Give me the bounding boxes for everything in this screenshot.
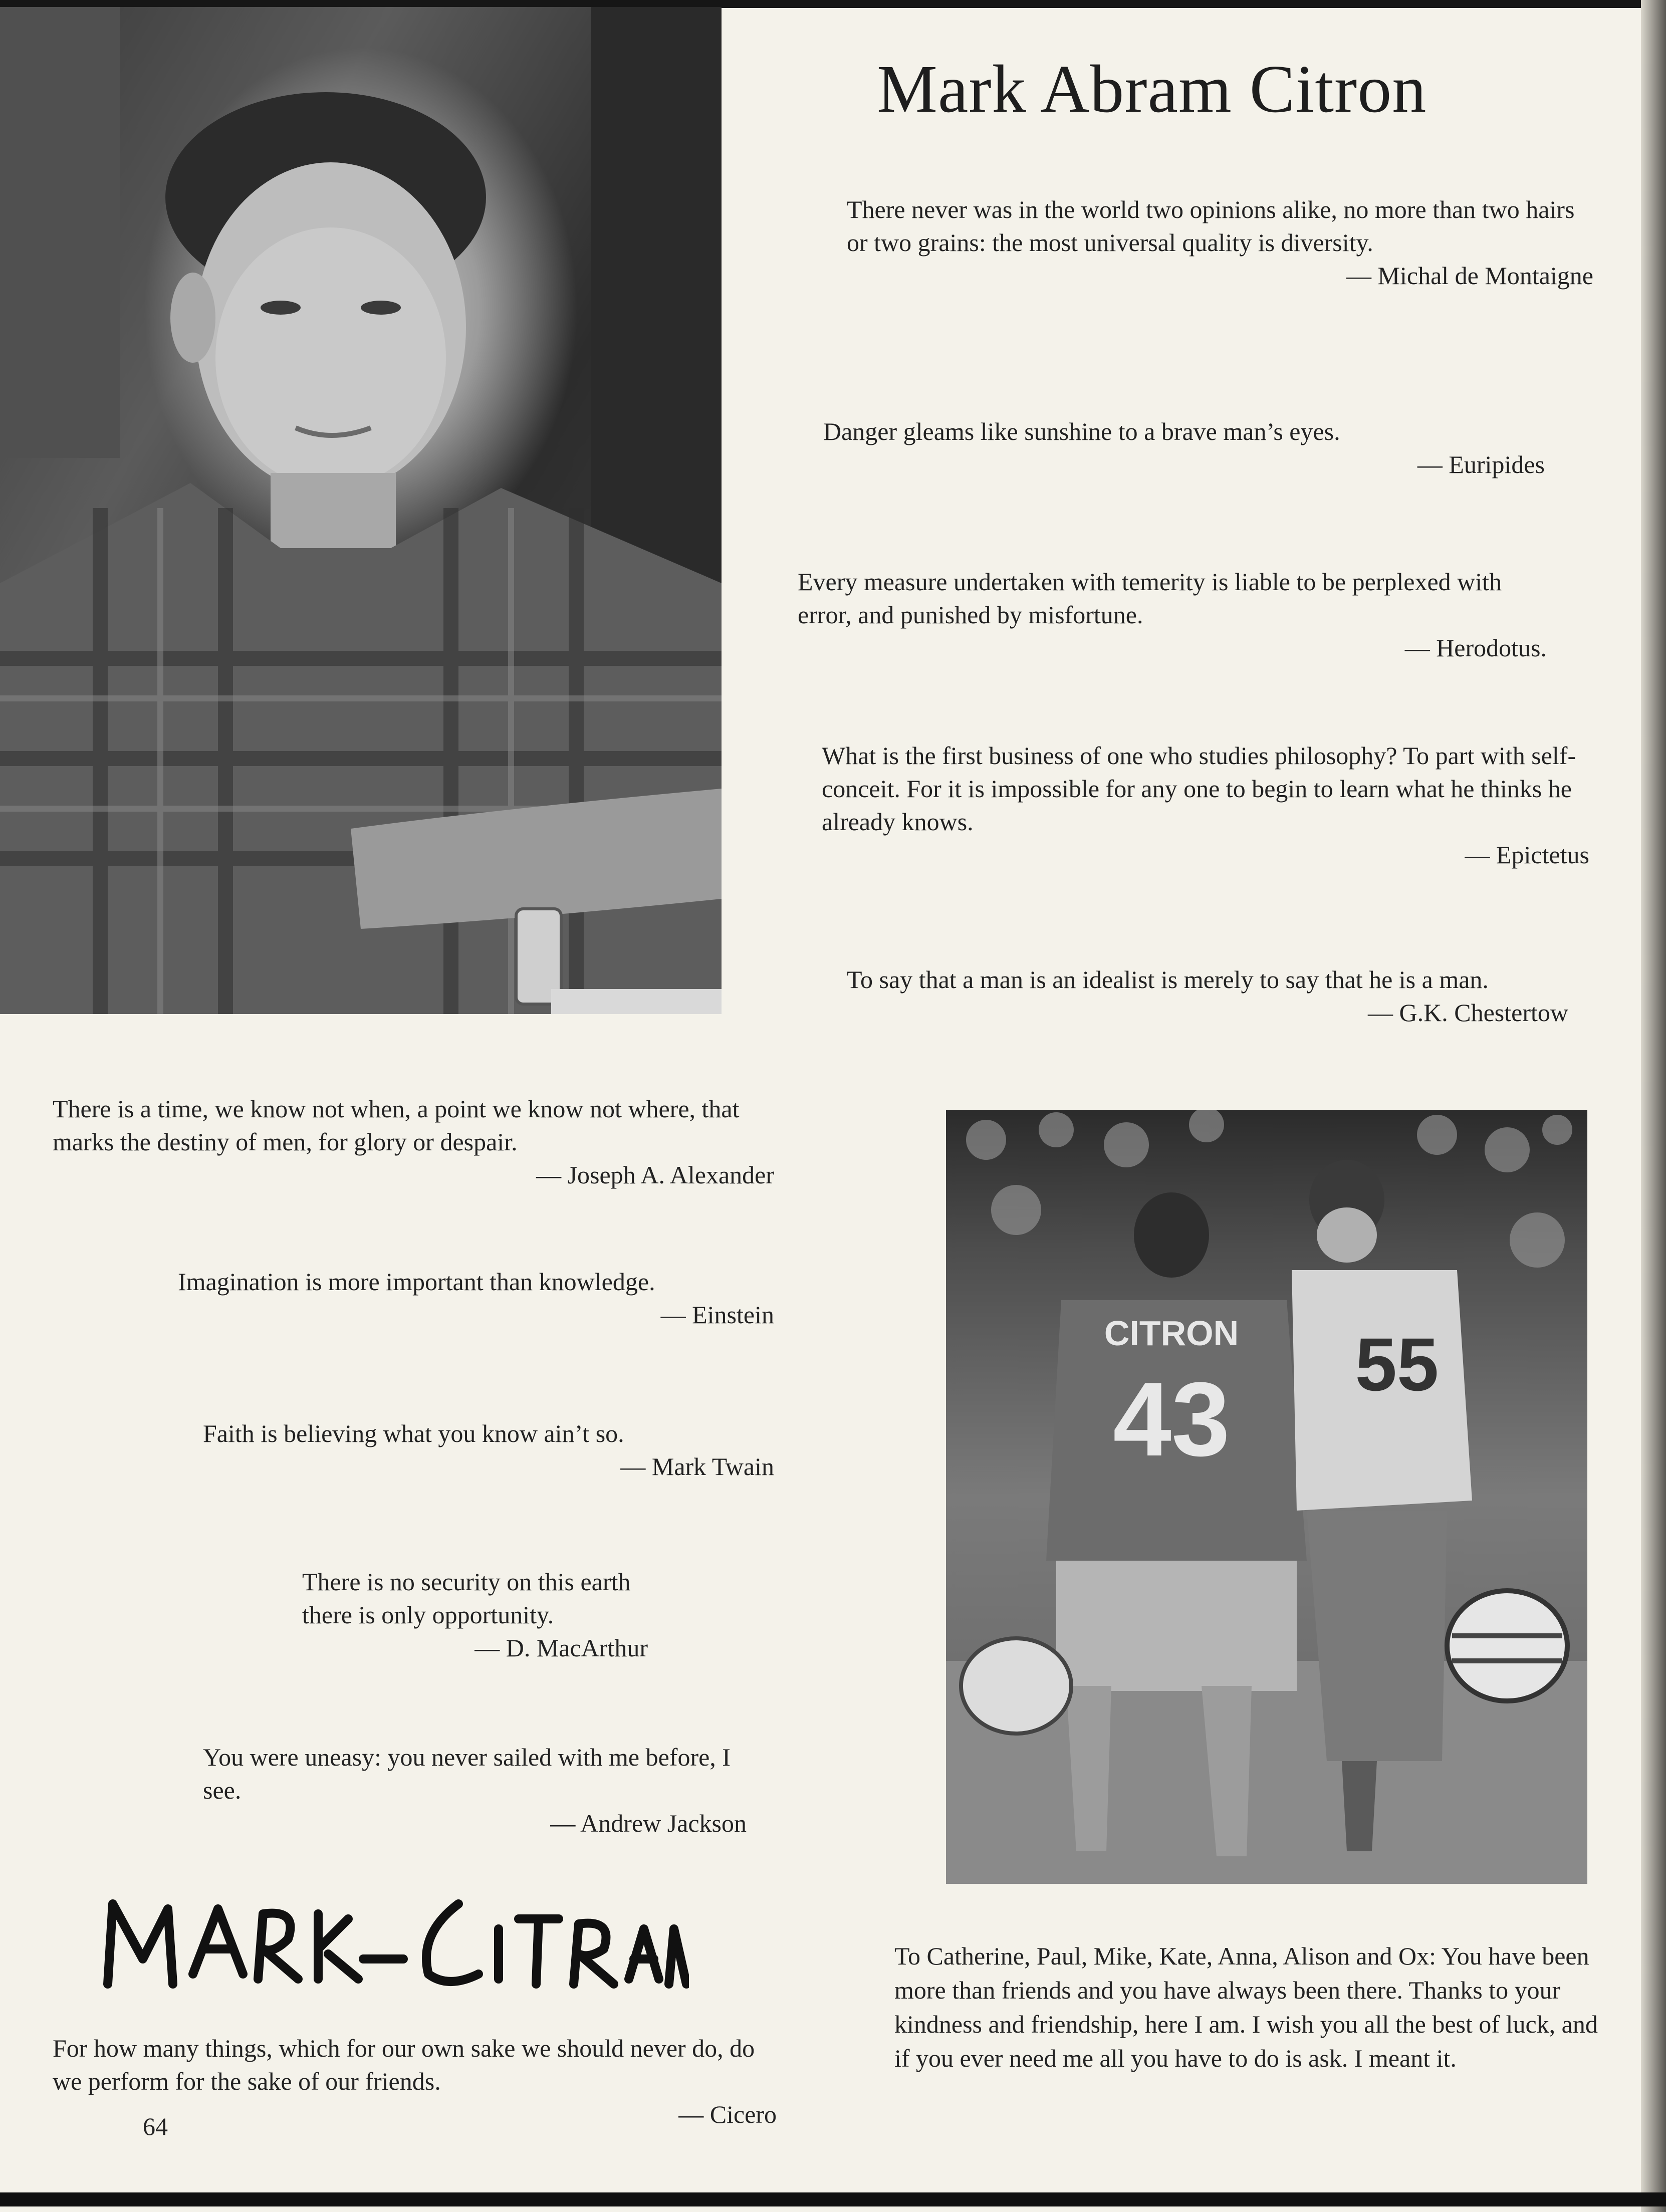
quote-alexander: [53, 1092, 774, 1191]
quote-author: — Andrew Jackson: [550, 1809, 747, 1837]
signature: [98, 1874, 689, 1994]
jersey-number: 43: [1113, 1360, 1230, 1478]
quote-text: To say that a man is an idealist is merely to say that he is a man.: [847, 965, 1489, 994]
quote-author: — Epictetus: [1465, 841, 1589, 869]
bottom-rule: [0, 2192, 1666, 2206]
quote-author: — Euripides: [1417, 450, 1545, 478]
quote-chesterton: [847, 963, 1568, 1029]
page-title: Mark Abram Citron: [877, 52, 1427, 127]
quote-author: — Joseph A. Alexander: [536, 1161, 774, 1189]
quote-text: There is no security on this earth there is only opportunity.: [302, 1568, 631, 1629]
quote-text: Imagination is more important than knowledge.: [178, 1268, 655, 1296]
quote-text: You were uneasy: you never sailed with me before, I see.: [203, 1743, 731, 1804]
quote-author: — Mark Twain: [620, 1452, 774, 1481]
quote-herodotus: [798, 565, 1547, 664]
quote-author: — G.K. Chestertow: [1368, 999, 1568, 1027]
dedication-text: To Catherine, Paul, Mike, Kate, Anna, Alison and Ox: You have been more than friends and you have always been there. Thanks to your kindness and friendship, here I am. I wish you all the best of luck, and if you ever need me all you have to do is ask. I meant it.: [894, 1942, 1598, 2072]
quote-text: Faith is believing what you know ain’t so.: [203, 1419, 624, 1447]
football-photo: [946, 1110, 1587, 1884]
quote-author: — Einstein: [660, 1301, 774, 1329]
quote-author: — Cicero: [678, 2100, 777, 2128]
quote-euripides: [823, 415, 1545, 481]
quote-author: — Michal de Montaigne: [1346, 262, 1593, 290]
quote-author: — D. MacArthur: [474, 1634, 648, 1662]
quote-montaigne: [847, 193, 1593, 292]
quote-text: For how many things, which for our own sake we should never do, do we perform for the sake of our friends.: [53, 2034, 755, 2095]
quote-einstein: [178, 1265, 774, 1331]
page-edge-shadow: [1641, 0, 1666, 2212]
quote-epictetus: [822, 739, 1589, 871]
page-number: 64: [143, 2112, 168, 2140]
quote-text: There is a time, we know not when, a point we know not where, that marks the destiny of men, for glory or despair.: [53, 1095, 740, 1156]
quote-jackson: [203, 1741, 747, 1840]
quote-author: — Herodotus.: [1404, 634, 1547, 662]
quote-text: What is the first business of one who studies philosophy? To part with self-conceit. For it is impossible for any one to begin to learn what he thinks he already knows.: [822, 742, 1576, 836]
quote-twain: [203, 1417, 774, 1483]
other-jersey-number: 55: [1355, 1322, 1439, 1406]
quote-macarthur: [302, 1565, 648, 1664]
quote-text: Danger gleams like sunshine to a brave man’s eyes.: [823, 417, 1340, 445]
jersey-name: CITRON: [1104, 1314, 1239, 1353]
portrait-photo: [0, 7, 722, 1014]
quote-text: There never was in the world two opinions alike, no more than two hairs or two grains: the most universal quality is diversity.: [847, 195, 1575, 257]
quote-text: Every measure undertaken with temerity is liable to be perplexed with error, and punished by misfortune.: [798, 568, 1502, 629]
